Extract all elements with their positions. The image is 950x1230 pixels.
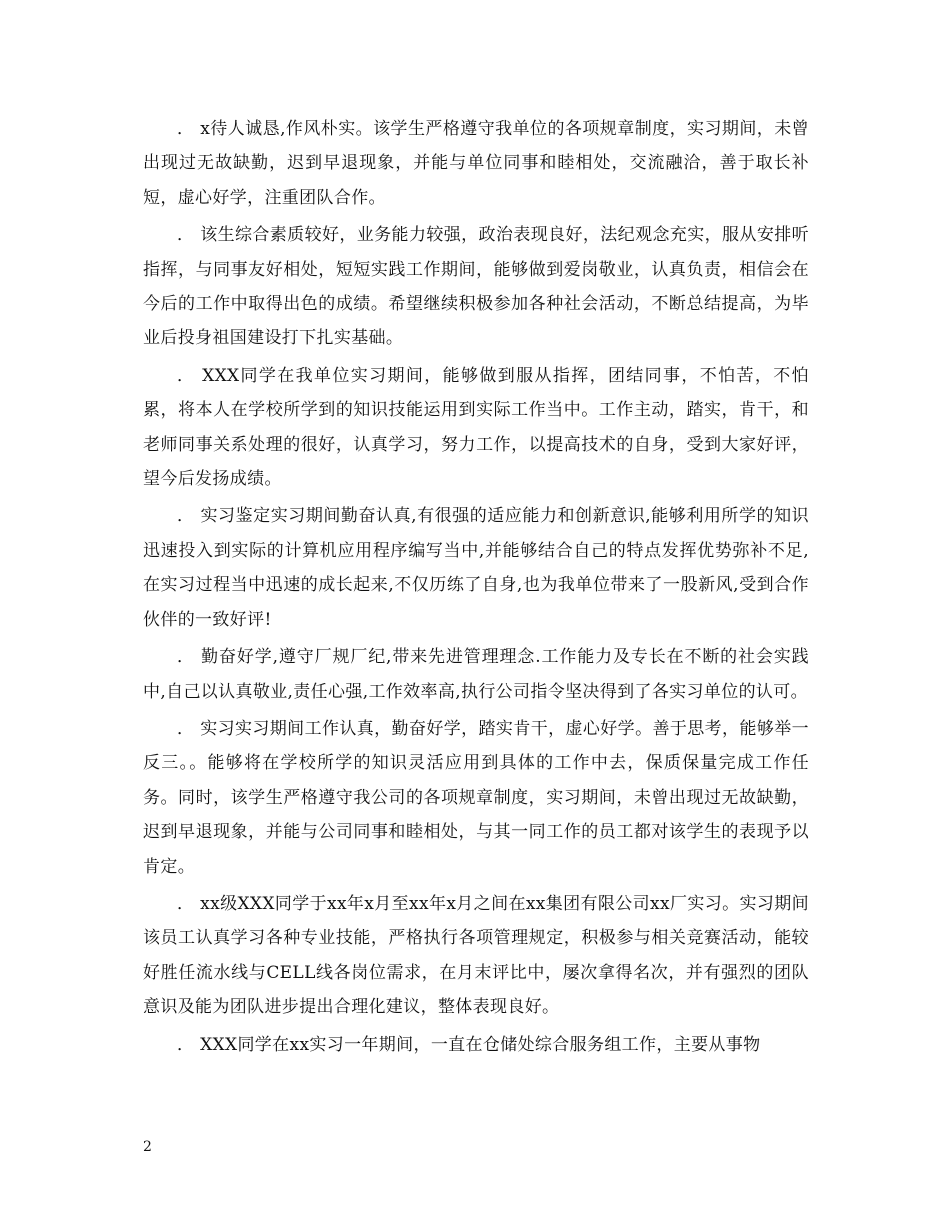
paragraph-8: ． XXX同学在xx实习一年期间，一直在仓储处综合服务组工作，主要从事物	[177, 1034, 761, 1055]
paragraph-5: ． 勤奋好学,遵守厂规厂纪,带来先进管理理念.工作能力及专长在不断的社会实践中,自己以认真敬业,责任心强,工作效率高,执行公司指令坚决得到了各实习单位的认可。	[143, 647, 809, 702]
paragraph-6: ． 实习实习期间工作认真，勤奋好学，踏实肯干，虚心好学。善于思考，能够举一反三。。能够将在学校所学的知识灵活应用到具体的工作中去，保质保量完成工作任务。同时，该学生严格遵守我公司的各项规章制度，实习期间，未曾出现过无故缺勤，迟到早退现象，并能与公司同事和睦相处，与其一同工作的员工都对该学生的表现予以肯定。	[143, 718, 809, 877]
paragraph-2: ． 该生综合素质较好，业务能力较强，政治表现良好，法纪观念充实，服从安排听指挥，与同事友好相处，短短实践工作期间，能够做到爱岗敬业，认真负责，相信会在今后的工作中取得出色的成绩。希望继续积极参加各种社会活动，不断总结提高，为毕业后投身祖国建设打下扎实基础。	[143, 225, 809, 349]
document-body	[143, 112, 809, 1065]
paragraph-3: ． XXX同学在我单位实习期间，能够做到服从指挥，团结同事，不怕苦，不怕累，将本人在学校所学到的知识技能运用到实际工作当中。工作主动，踏实，肯干，和老师同事关系处理的很好，认真学习，努力工作，以提高技术的自身，受到大家好评，望今后发扬成绩。	[143, 365, 809, 490]
page-number: 2	[143, 1139, 152, 1155]
paragraph-4: ． 实习鉴定实习期间勤奋认真,有很强的适应能力和创新意识,能够利用所学的知识迅速投入到实际的计算机应用程序编写当中,并能够结合自己的特点发挥优势弥补不足,在实习过程当中迅速的成长起来,不仅历练了自身,也为我单位带来了一股新风,受到合作伙伴的一致好评!	[143, 506, 809, 630]
paragraph-7: ． xx级XXX同学于xx年x月至xx年x月之间在xx集团有限公司xx厂实习。实习期间该员工认真学习各种专业技能，严格执行各项管理规定，积极参与相关竞赛活动，能较好胜任流水线与CELL线各岗位需求，在月末评比中，屡次拿得名次，并有强烈的团队意识及能为团队进步提出合理化建议，整体表现良好。	[143, 893, 809, 1018]
paragraph-1: ． x待人诚恳,作风朴实。该学生严格遵守我单位的各项规章制度，实习期间，未曾出现过无故缺勤，迟到早退现象，并能与单位同事和睦相处，交流融洽，善于取长补短，虚心好学，注重团队合作。	[143, 119, 809, 208]
